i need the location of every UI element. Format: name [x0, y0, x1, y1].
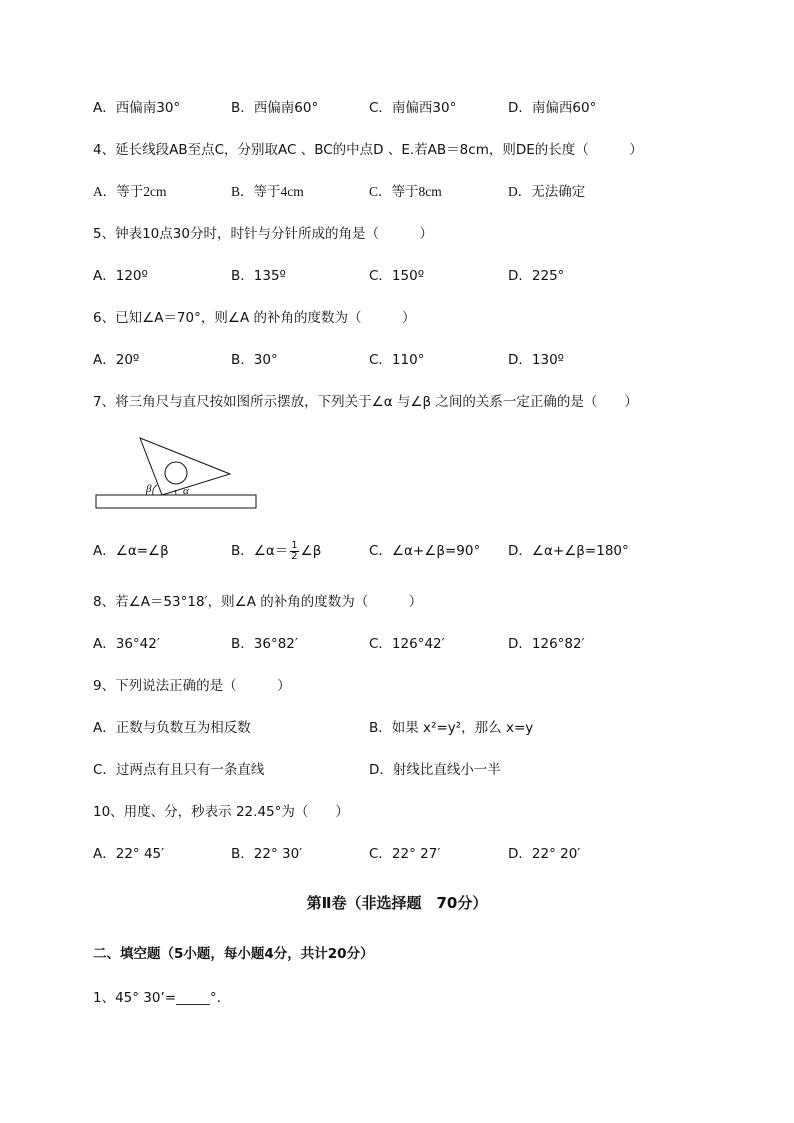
q9-option-b: B．如果 x²=y²，那么 x=y: [369, 720, 534, 736]
q7-option-a: A．∠α=∠β: [93, 543, 169, 559]
q8-options: [93, 635, 713, 653]
q4-stem: 4、延长线段AB至点C，分别取AC 、BC的中点D 、E.若AB＝8cm，则DE的长度（ ）: [93, 142, 643, 158]
q3-option-a: A．西偏南30°: [93, 100, 181, 116]
ruler: [96, 495, 256, 508]
q6-option-a: A．20º: [93, 352, 140, 368]
q5-stem: 5、钟表10点30分时，时针与分针所成的角是（ ）: [93, 226, 433, 242]
q3-options: [93, 99, 713, 117]
fraction-numerator: 1: [291, 539, 298, 551]
q5-option-d: D．225°: [508, 268, 565, 284]
q6-stem: 6、已知∠A＝70°，则∠A 的补角的度数为（ ）: [93, 310, 416, 326]
fill-question-1: 1、45° 30’=_____°.: [93, 990, 221, 1006]
beta-arc: [153, 485, 157, 495]
q5-option-c: C．150º: [369, 268, 425, 284]
q4-option-a: A．等于2cm: [93, 184, 167, 199]
q7-options: [93, 539, 713, 562]
q9-option-a: A．正数与负数互为相反数: [93, 720, 251, 736]
q6-option-b: B．30°: [231, 352, 278, 368]
q10-option-d: D．22° 20′: [508, 846, 581, 862]
q3-option-d: D．南偏西60°: [508, 100, 597, 116]
q9-stem: 9、下列说法正确的是（ ）: [93, 678, 291, 694]
q6-option-c: C．110°: [369, 352, 425, 368]
q9-option-d: D．射线比直线小一半: [369, 762, 501, 778]
q8-option-b: B．36°82′: [231, 636, 298, 652]
alpha-label: α: [183, 485, 189, 497]
triangle-ruler-figure: [93, 432, 261, 514]
q7-stem: 7、将三角尺与直尺按如图所示摆放，下列关于∠α 与∠β 之间的关系一定正确的是（ ）: [93, 394, 638, 410]
fraction: [290, 541, 298, 562]
part2-title: 第Ⅱ卷（非选择题 70分）: [306, 894, 488, 912]
q7-option-d: D．∠α+∠β=180°: [508, 543, 629, 559]
set-square-hole: [165, 462, 187, 484]
beta-label: β: [146, 483, 152, 495]
q9-options-row1: [93, 719, 713, 737]
q4-option-c: C．等于8cm: [369, 184, 442, 199]
q10-option-b: B．22° 30′: [231, 846, 303, 862]
section2-heading: 二、填空题（5小题，每小题4分，共计20分）: [93, 946, 374, 962]
q10-option-c: C．22° 27′: [369, 846, 441, 862]
q6-options: [93, 351, 713, 369]
q5-option-b: B．135º: [231, 268, 286, 284]
q4-option-d: D．无法确定: [508, 184, 586, 199]
q5-option-a: A．120º: [93, 268, 148, 284]
q10-option-a: A．22° 45′: [93, 846, 165, 862]
q5-options: [93, 267, 713, 285]
q8-option-c: C．126°42′: [369, 636, 445, 652]
q8-option-d: D．126°82′: [508, 636, 585, 652]
q10-options: [93, 845, 713, 863]
q7-option-b: [231, 536, 321, 566]
q4-options: [93, 183, 713, 201]
q9-options-row2: [93, 761, 713, 779]
q3-option-c: C．南偏西30°: [369, 100, 457, 116]
q9-option-c: C．过两点有且只有一条直线: [93, 762, 265, 778]
q6-option-d: D．130º: [508, 352, 565, 368]
fraction-denominator: 2: [291, 550, 298, 562]
q7-option-b-prefix: B．∠α＝: [231, 543, 289, 559]
q8-stem: 8、若∠A＝53°18′，则∠A 的补角的度数为（ ）: [93, 594, 423, 610]
q4-option-b: B．等于4cm: [231, 184, 304, 199]
q3-option-b: B．西偏南60°: [231, 100, 319, 116]
q7-option-c: C．∠α+∠β=90°: [369, 543, 481, 559]
q8-option-a: A．36°42′: [93, 636, 160, 652]
q10-stem: 10、用度、分，秒表示 22.45°为（ ）: [93, 804, 349, 820]
q7-option-b-suffix: ∠β: [300, 543, 322, 559]
